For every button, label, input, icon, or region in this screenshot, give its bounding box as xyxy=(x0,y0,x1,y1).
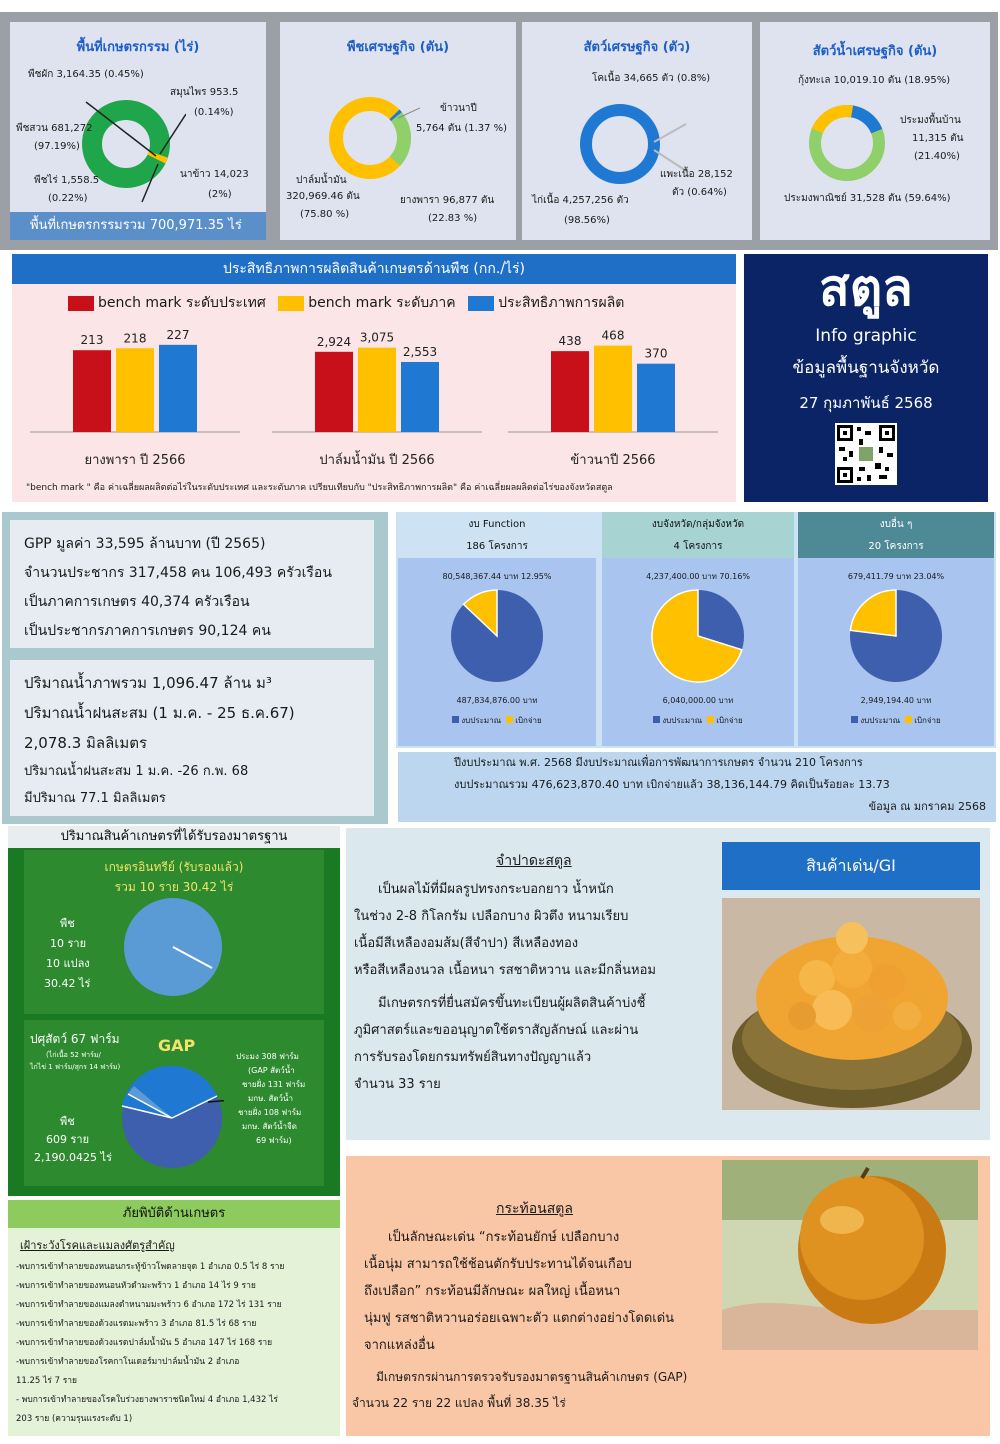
budget-total-label: 487,834,876.00 บาท xyxy=(456,696,538,705)
legend-spent: เบิกจ่าย xyxy=(914,716,941,725)
budget-pie-spent xyxy=(850,590,896,636)
gap-fish-6: มกษ. สัตว์น้ำจืด xyxy=(242,1122,297,1131)
stats-panel xyxy=(10,520,374,648)
budget-pie xyxy=(648,586,748,686)
bar-label: 213 xyxy=(80,333,104,348)
crops-donut xyxy=(320,88,420,188)
champ-line: จำนวน 33 ราย xyxy=(354,1077,441,1092)
stat-gpp: GPP มูลค่า 33,595 ล้านบาท (ปี 2565) xyxy=(24,536,266,552)
budget-total-label: 6,040,000.00 บาท xyxy=(662,696,734,705)
water-rain: ปริมาณน้ำฝนสะสม (1 ม.ค. - 25 ธ.ค.67) xyxy=(24,704,295,722)
land-orchard: พืชสวน 681,272 xyxy=(16,123,93,134)
budget-body xyxy=(798,558,994,746)
gi-header: สินค้าเด่น/GI xyxy=(722,842,980,890)
disaster-item: 11.25 ไร่ 7 ราย xyxy=(16,1376,78,1386)
water-total: ปริมาณน้ำภาพรวม 1,096.47 ล้าน ม³ xyxy=(24,674,272,692)
budget-spent-label: 4,237,400.00 บาท 70.16% xyxy=(646,572,750,581)
disaster-list xyxy=(16,1258,340,1429)
livestock-chicken: ไก่เนื้อ 4,257,256 ตัว xyxy=(532,195,629,206)
gap-fish-1: ประมง 308 ฟาร์ม xyxy=(236,1052,299,1061)
disaster-item: -พบการเข้าทำลายของหนอนหัวดำมะพร้าว 1 อำเภอ 14 ไร่ 9 ราย xyxy=(16,1281,256,1291)
bar-label: 2,553 xyxy=(402,344,438,359)
bar-1-2 xyxy=(401,362,439,432)
efficiency-note: "bench mark " คือ ค่าเฉลี่ยผลผลิตต่อไร่ในระดับประเทศ และระดับภาค เปรียบเทียบกับ "ประสิทธิภาพการผลิต" คือ ค่าเฉลี่ยผลผลิตต่อไร่ของจังหวัดสตูล xyxy=(26,483,613,493)
livestock-beef: โคเนื้อ 34,665 ตัว (0.8%) xyxy=(592,73,711,84)
aquatic-shrimp: กุ้งทะเล 10,019.10 ตัน (18.95%) xyxy=(798,75,951,86)
legend-spent: เบิกจ่าย xyxy=(515,716,542,725)
organic-total: รวม 10 ราย 30.42 ไร่ xyxy=(114,880,234,894)
qr-code-icon[interactable] xyxy=(835,423,897,485)
crops-panel xyxy=(280,22,516,240)
organic-label-1: พืช xyxy=(60,917,75,930)
santol-line: จากแหล่งอื่น xyxy=(364,1338,435,1353)
bar-0-1 xyxy=(116,348,154,432)
standard-title: ปริมาณสินค้าเกษตรที่ได้รับรองมาตรฐาน xyxy=(8,826,340,848)
disaster-item: -พบการเข้าทำลายของแมลงดำหนามมะพร้าว 6 อำเภอ 172 ไร่ 131 ราย xyxy=(16,1300,282,1310)
budget-spent-label: 80,548,367.44 บาท 12.95% xyxy=(442,572,552,581)
legend-swatch-province xyxy=(468,296,494,311)
crops-rice-val: 5,764 ตัน (1.37 %) xyxy=(416,123,508,134)
legend-regional: bench mark ระดับภาค xyxy=(308,295,456,311)
budget-head-title: งบจังหวัด/กลุ่มจังหวัด xyxy=(651,519,745,530)
santol-line: มีเกษตรกรผ่านการตรวจรับรองมาตรฐานสินค้าเกษตร (GAP) xyxy=(376,1370,688,1384)
budget-legend xyxy=(398,714,596,727)
organic-label-2: 10 ราย xyxy=(50,937,87,950)
aquatic-title: สัตว์น้ำเศรษฐกิจ (ตัน) xyxy=(812,44,938,59)
livestock-goat-val: ตัว (0.64%) xyxy=(672,187,727,198)
gap-fish-2: (GAP สัตว์น้ำ xyxy=(248,1066,295,1075)
crops-rice: ข้าวนาปี xyxy=(440,103,477,114)
group-label: ข้าวนาปี 2566 xyxy=(570,453,656,468)
legend-national: bench mark ระดับประเทศ xyxy=(98,295,266,311)
stat-agri-population: เป็นประชากรภาคการเกษตร 90,124 คน xyxy=(24,623,271,639)
efficiency-legend xyxy=(68,292,624,314)
stat-population: จำนวนประชากร 317,458 คน 106,493 ครัวเรือน xyxy=(24,565,332,581)
aquatic-local-pct: (21.40%) xyxy=(914,151,960,162)
organic-header: เกษตรอินทรีย์ (รับรองแล้ว) xyxy=(104,860,244,874)
champ-section xyxy=(346,828,990,1140)
land-rice-pct: (2%) xyxy=(208,189,232,200)
bar-label: 468 xyxy=(601,328,625,343)
legend-swatch-regional xyxy=(278,296,304,311)
bar-1-0 xyxy=(315,352,353,432)
crops-palm: ปาล์มน้ำมัน xyxy=(296,175,347,186)
aquatic-local: ประมงพื้นบ้าน xyxy=(900,115,961,126)
land-field: พืชไร่ 1,558.5 xyxy=(34,175,100,186)
land-veg: พืชผัก 3,164.35 (0.45%) xyxy=(28,69,144,80)
gap-pie xyxy=(120,1066,224,1170)
budget-pie xyxy=(846,586,946,686)
budget-head-title: งบอื่น ๆ xyxy=(879,519,913,530)
land-title: พื้นที่เกษตรกรรม (ไร่) xyxy=(76,40,200,55)
santol-image xyxy=(722,1160,978,1350)
bar-label: 3,075 xyxy=(359,330,395,345)
bar-2-1 xyxy=(594,346,632,432)
land-herb: สมุนไพร 953.5 xyxy=(170,87,239,98)
champ-line: หรือสีเหลืองนวล เนื้อหนา รสชาติหวาน และมีกลิ่นหอม xyxy=(354,963,656,978)
budget-body xyxy=(602,558,794,746)
bar-1-1 xyxy=(358,348,396,432)
efficiency-chart xyxy=(12,318,736,470)
santol-line: จำนวน 22 ราย 22 แปลง พื้นที่ 38.35 ไร่ xyxy=(352,1396,566,1410)
crops-rubber-pct: (22.83 %) xyxy=(428,213,478,224)
budget-column xyxy=(602,512,794,746)
santol-farmers xyxy=(352,1364,772,1416)
gap-livestock-sub2: ไก่ไข่ 1 ฟาร์ม/สุกร 14 ฟาร์ม) xyxy=(30,1063,121,1071)
budget-spent-label: 679,411.79 บาท 23.04% xyxy=(847,572,945,581)
bar-label: 227 xyxy=(166,327,190,342)
brand-panel xyxy=(744,254,988,502)
budget-pie xyxy=(447,586,547,686)
bar-0-0 xyxy=(73,350,111,432)
group-label: ปาล์มน้ำมัน ปี 2566 xyxy=(319,453,435,468)
champ-desc xyxy=(354,876,714,984)
legend-spent-swatch xyxy=(506,716,513,723)
bar-label: 218 xyxy=(123,331,147,346)
livestock-chicken-pct: (98.56%) xyxy=(564,215,610,226)
stat-agri-households: เป็นภาคการเกษตร 40,374 ครัวเรือน xyxy=(24,594,250,610)
group-label: ยางพารา ปี 2566 xyxy=(84,453,186,468)
land-herb-pct: (0.14%) xyxy=(194,107,234,118)
gap-fish-5: ชายฝั่ง 108 ฟาร์ม xyxy=(238,1108,302,1117)
crops-palm-pct: (75.80 %) xyxy=(300,209,350,220)
organic-pie xyxy=(122,896,224,998)
brand-sub: Info graphic xyxy=(815,326,917,346)
santol-title: กระท้อนสตูล xyxy=(496,1201,573,1217)
budget-column xyxy=(398,512,596,746)
budget-head-title: งบ Function xyxy=(468,519,526,530)
budget-legend xyxy=(798,714,994,727)
budget-summary-line1: ปีงบประมาณ พ.ศ. 2568 มีงบประมาณเพื่อการพัฒนาการเกษตร จำนวน 210 โครงการ xyxy=(454,756,863,769)
land-rice: นาข้าว 14,023 xyxy=(180,169,249,180)
champ-line: เนื้อมีสีเหลืองอมส้ม(สีจำปา) สีเหลืองทอง xyxy=(354,936,579,951)
water-panel xyxy=(10,660,374,816)
disaster-item: -พบการเข้าทำลายของด้วงแรดมะพร้าว 3 อำเภอ 81.5 ไร่ 68 ราย xyxy=(16,1319,257,1329)
disaster-title: ภัยพิบัติด้านเกษตร xyxy=(8,1200,340,1228)
gap-livestock-sub1: (ไก่เนื้อ 52 ฟาร์ม/ xyxy=(46,1051,101,1059)
disaster-item: - พบการเข้าทำลายของโรคใบร่วงยางพาราชนิดใหม่ 4 อำเภอ 1,432 ไร่ xyxy=(16,1395,278,1405)
champ-farmers xyxy=(354,990,714,1098)
gap-livestock: ปศุสัตว์ 67 ฟาร์ม xyxy=(30,1032,120,1046)
legend-budget: งบประมาณ xyxy=(860,716,901,725)
livestock-goat: แพะเนื้อ 28,152 xyxy=(660,169,733,180)
legend-budget-swatch xyxy=(452,716,459,723)
legend-spent-swatch xyxy=(905,716,912,723)
disaster-section xyxy=(8,1200,340,1436)
legend-spent-swatch xyxy=(707,716,714,723)
land-field-pct: (0.22%) xyxy=(48,193,88,204)
land-panel xyxy=(10,22,266,240)
legend-budget-swatch xyxy=(851,716,858,723)
disaster-subtitle: เฝ้าระวังโรคและแมลงศัตรูสำคัญ xyxy=(20,1239,175,1252)
santol-line: เนื้อนุ่ม สามารถใช้ช้อนตักรับประทานได้จนเกือบ xyxy=(364,1257,632,1272)
efficiency-title: ประสิทธิภาพการผลิตสินค้าเกษตรด้านพืช (กก./ไร่) xyxy=(12,254,736,284)
land-donut-orchard xyxy=(92,110,160,178)
santol-desc xyxy=(364,1224,714,1359)
bar-0-2 xyxy=(159,345,197,432)
budget-body xyxy=(398,558,596,746)
budget-head xyxy=(398,512,596,558)
bar-label: 370 xyxy=(644,346,668,361)
water-rain-value: 2,078.3 มิลลิเมตร xyxy=(24,734,148,752)
aquatic-donut xyxy=(802,98,892,188)
budget-head-projects: 186 โครงการ xyxy=(466,541,528,552)
champ-line: มีเกษตรกรที่ยื่นสมัครขึ้นทะเบียนผู้ผลิตสินค้าบ่งชี้ xyxy=(378,996,646,1011)
legend-budget: งบประมาณ xyxy=(461,716,502,725)
livestock-title: สัตว์เศรษฐกิจ (ตัว) xyxy=(583,40,691,55)
budget-head-projects: 20 โครงการ xyxy=(868,541,924,552)
budget-summary-line2: งบประมาณรวม 476,623,870.40 บาท เบิกจ่ายแล้ว 38,136,144.79 คิดเป็นร้อยละ 13.73 xyxy=(454,778,890,791)
brand-date: 27 กุมภาพันธ์ 2568 xyxy=(799,394,933,412)
aquatic-panel xyxy=(760,22,990,240)
land-total: พื้นที่เกษตรกรรมรวม 700,971.35 ไร่ xyxy=(10,212,266,240)
champ-title: จำปาดะสตูล xyxy=(496,853,572,869)
champ-line: การรับรองโดยกรมทรัพย์สินทางปัญญาแล้ว xyxy=(354,1050,592,1065)
legend-budget-swatch xyxy=(653,716,660,723)
gap-fish-3: ชายฝั่ง 131 ฟาร์ม xyxy=(242,1080,306,1089)
budget-head xyxy=(602,512,794,558)
brand-desc: ข้อมูลพื้นฐานจังหวัด xyxy=(792,358,940,378)
disaster-item: -พบการเข้าทำลายของโรคกาโนเดอร์มาปาล์มน้ำมัน 2 อำเภอ xyxy=(16,1357,240,1367)
santol-section xyxy=(346,1156,990,1436)
budget-legend xyxy=(602,714,794,727)
champ-line: ภูมิศาสตร์และขออนุญาตใช้ตราสัญลักษณ์ และผ่าน xyxy=(354,1023,639,1038)
bar-2-0 xyxy=(551,351,589,432)
efficiency-section xyxy=(12,254,736,502)
organic-label-3: 10 แปลง xyxy=(46,957,90,970)
gap-plant-3: 2,190.0425 ไร่ xyxy=(34,1151,112,1164)
organic-panel xyxy=(24,850,324,1014)
bar-label: 2,924 xyxy=(316,334,352,349)
disaster-item: -พบการเข้าทำลายของหนอนกระทู้ข้าวโพดลายจุด 1 อำเภอ 0.5 ไร่ 8 ราย xyxy=(16,1262,285,1272)
gap-panel xyxy=(24,1020,324,1186)
santol-line: นุ่มฟู รสชาติหวานอร่อยเฉพาะตัว แตกต่างอย่างโดดเด่น xyxy=(364,1311,675,1326)
bar-label: 438 xyxy=(558,334,582,349)
budget-head-projects: 4 โครงการ xyxy=(673,541,723,552)
gap-plant-1: พืช xyxy=(60,1115,75,1128)
budget-summary-line3: ข้อมูล ณ มกราคม 2568 xyxy=(868,800,986,813)
gap-plant-2: 609 ราย xyxy=(46,1133,90,1146)
santol-line: ถึงเปลือก” กระท้อนมีลักษณะ ผลใหญ่ เนื้อหนา xyxy=(364,1284,621,1299)
crops-rubber: ยางพารา 96,877 ตัน xyxy=(400,195,495,206)
crops-palm-val: 320,969.46 ตัน xyxy=(286,191,360,202)
land-orchard-pct: (97.19%) xyxy=(34,141,80,152)
brand-name: สตูล xyxy=(819,259,913,317)
legend-province: ประสิทธิภาพการผลิต xyxy=(498,295,625,311)
disaster-item: 203 ราย (ความรุนแรงระดับ 1) xyxy=(16,1414,133,1424)
livestock-panel xyxy=(522,22,752,240)
legend-budget: งบประมาณ xyxy=(662,716,703,725)
legend-swatch-national xyxy=(68,296,94,311)
water-rain-2025: ปริมาณน้ำฝนสะสม 1 ม.ค. -26 ก.พ. 68 xyxy=(24,764,249,779)
crops-title: พืชเศรษฐกิจ (ตัน) xyxy=(346,40,450,55)
aquatic-local-val: 11,315 ตัน xyxy=(912,133,964,144)
budget-summary xyxy=(398,752,996,822)
water-rain-2025-value: มีปริมาณ 77.1 มิลลิเมตร xyxy=(24,791,166,806)
budget-column xyxy=(798,512,994,746)
champ-line: ในช่วง 2-8 กิโลกรัม เปลือกบาง ผิวตึง หนามเรียบ xyxy=(354,909,629,924)
jampada-image xyxy=(722,898,980,1110)
organic-label-4: 30.42 ไร่ xyxy=(44,977,91,990)
gap-title: GAP xyxy=(158,1036,196,1055)
gap-fish-4: มกษ. สัตว์น้ำ xyxy=(248,1094,294,1103)
disaster-item: -พบการเข้าทำลายของด้วงแรดปาล์มน้ำมัน 5 อำเภอ 147 ไร่ 168 ราย xyxy=(16,1338,273,1348)
gap-fish-7: 69 ฟาร์ม) xyxy=(256,1136,292,1145)
legend-spent: เบิกจ่าย xyxy=(716,716,743,725)
budget-head xyxy=(798,512,994,558)
champ-line: เป็นผลไม้ที่มีผลรูปทรงกระบอกยาว น้ำหนัก xyxy=(378,882,614,897)
budget-total-label: 2,949,194.40 บาท xyxy=(860,696,932,705)
aquatic-commercial: ประมงพาณิชย์ 31,528 ตัน (59.64%) xyxy=(784,193,951,204)
bar-2-2 xyxy=(637,364,675,432)
santol-line: เป็นลักษณะเด่น “กระท้อนยักษ์ เปลือกบาง xyxy=(388,1230,620,1245)
